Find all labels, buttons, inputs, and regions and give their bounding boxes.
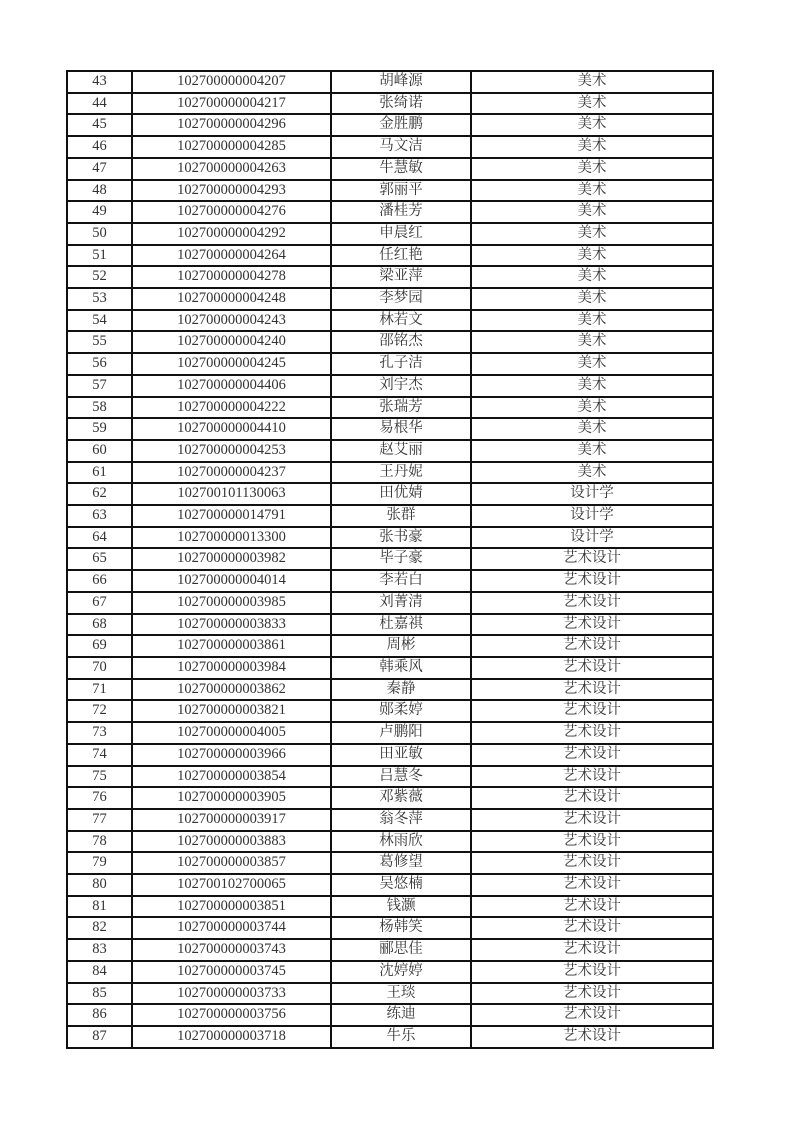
cell-row-index: 61 xyxy=(67,462,132,484)
table-row xyxy=(67,548,713,570)
cell-student-name: 牛乐 xyxy=(331,1026,471,1048)
cell-exam-id: 102700000004240 xyxy=(132,331,331,353)
table-row xyxy=(67,917,713,939)
cell-student-name: 孔子洁 xyxy=(331,353,471,375)
cell-major: 美术 xyxy=(471,440,713,462)
cell-exam-id: 102700000003917 xyxy=(132,809,331,831)
cell-major: 美术 xyxy=(471,223,713,245)
cell-exam-id: 102700000004248 xyxy=(132,288,331,310)
table-row xyxy=(67,766,713,788)
cell-student-name: 翁冬萍 xyxy=(331,809,471,831)
cell-exam-id: 102700000004292 xyxy=(132,223,331,245)
cell-row-index: 75 xyxy=(67,766,132,788)
cell-exam-id: 102700000004406 xyxy=(132,375,331,397)
table-row xyxy=(67,266,713,288)
cell-row-index: 45 xyxy=(67,114,132,136)
cell-row-index: 72 xyxy=(67,700,132,722)
cell-major: 美术 xyxy=(471,288,713,310)
cell-student-name: 杜嘉祺 xyxy=(331,614,471,636)
table-row xyxy=(67,657,713,679)
table-row xyxy=(67,939,713,961)
cell-row-index: 58 xyxy=(67,397,132,419)
cell-row-index: 62 xyxy=(67,483,132,505)
cell-row-index: 51 xyxy=(67,245,132,267)
cell-exam-id: 102700102700065 xyxy=(132,874,331,896)
cell-major: 艺术设计 xyxy=(471,1026,713,1048)
cell-exam-id: 102700000003718 xyxy=(132,1026,331,1048)
cell-exam-id: 102700000003744 xyxy=(132,917,331,939)
cell-major: 艺术设计 xyxy=(471,874,713,896)
cell-major: 艺术设计 xyxy=(471,592,713,614)
cell-student-name: 韩乘风 xyxy=(331,657,471,679)
cell-major: 设计学 xyxy=(471,483,713,505)
cell-major: 艺术设计 xyxy=(471,939,713,961)
cell-row-index: 50 xyxy=(67,223,132,245)
cell-exam-id: 102700000004278 xyxy=(132,266,331,288)
table-row xyxy=(67,831,713,853)
cell-major: 美术 xyxy=(471,180,713,202)
cell-student-name: 赵艾丽 xyxy=(331,440,471,462)
cell-row-index: 52 xyxy=(67,266,132,288)
cell-student-name: 邓紫薇 xyxy=(331,787,471,809)
table-row xyxy=(67,744,713,766)
cell-row-index: 70 xyxy=(67,657,132,679)
table-row xyxy=(67,180,713,202)
table-row xyxy=(67,397,713,419)
cell-row-index: 81 xyxy=(67,896,132,918)
cell-student-name: 刘宇杰 xyxy=(331,375,471,397)
cell-exam-id: 102700000004276 xyxy=(132,201,331,223)
student-roster-table xyxy=(66,70,714,1049)
table-row xyxy=(67,700,713,722)
cell-row-index: 78 xyxy=(67,831,132,853)
cell-exam-id: 102700000003966 xyxy=(132,744,331,766)
cell-major: 美术 xyxy=(471,93,713,115)
cell-row-index: 60 xyxy=(67,440,132,462)
cell-student-name: 田亚敏 xyxy=(331,744,471,766)
table-row xyxy=(67,983,713,1005)
cell-major: 艺术设计 xyxy=(471,679,713,701)
cell-student-name: 马文洁 xyxy=(331,136,471,158)
cell-major: 艺术设计 xyxy=(471,852,713,874)
cell-student-name: 郧柔婷 xyxy=(331,700,471,722)
cell-major: 美术 xyxy=(471,136,713,158)
cell-major: 美术 xyxy=(471,418,713,440)
table-row xyxy=(67,527,713,549)
cell-row-index: 83 xyxy=(67,939,132,961)
cell-major: 艺术设计 xyxy=(471,917,713,939)
cell-student-name: 郭丽平 xyxy=(331,180,471,202)
cell-student-name: 毕子豪 xyxy=(331,548,471,570)
table-row xyxy=(67,505,713,527)
cell-student-name: 金胜鹏 xyxy=(331,114,471,136)
cell-exam-id: 102700000003743 xyxy=(132,939,331,961)
table-row xyxy=(67,440,713,462)
table-row xyxy=(67,353,713,375)
cell-row-index: 80 xyxy=(67,874,132,896)
cell-row-index: 44 xyxy=(67,93,132,115)
cell-major: 美术 xyxy=(471,201,713,223)
cell-major: 艺术设计 xyxy=(471,700,713,722)
cell-student-name: 梁亚萍 xyxy=(331,266,471,288)
cell-student-name: 林雨欣 xyxy=(331,831,471,853)
cell-student-name: 郦思佳 xyxy=(331,939,471,961)
cell-exam-id: 102700000004005 xyxy=(132,722,331,744)
cell-student-name: 潘桂芳 xyxy=(331,201,471,223)
table-row xyxy=(67,1026,713,1048)
cell-student-name: 卢鹏阳 xyxy=(331,722,471,744)
cell-student-name: 刘菁清 xyxy=(331,592,471,614)
cell-row-index: 63 xyxy=(67,505,132,527)
cell-student-name: 申晨红 xyxy=(331,223,471,245)
cell-exam-id: 102700000003862 xyxy=(132,679,331,701)
cell-student-name: 吕慧冬 xyxy=(331,766,471,788)
cell-student-name: 张瑞芳 xyxy=(331,397,471,419)
cell-major: 设计学 xyxy=(471,527,713,549)
table-row xyxy=(67,223,713,245)
cell-student-name: 葛修望 xyxy=(331,852,471,874)
table-row xyxy=(67,592,713,614)
cell-major: 艺术设计 xyxy=(471,657,713,679)
table-row xyxy=(67,722,713,744)
cell-student-name: 杨韩笑 xyxy=(331,917,471,939)
cell-student-name: 周彬 xyxy=(331,635,471,657)
cell-major: 美术 xyxy=(471,114,713,136)
table-row xyxy=(67,874,713,896)
cell-exam-id: 102700000004263 xyxy=(132,158,331,180)
cell-exam-id: 102700000003982 xyxy=(132,548,331,570)
cell-row-index: 59 xyxy=(67,418,132,440)
cell-exam-id: 102700000003883 xyxy=(132,831,331,853)
cell-major: 艺术设计 xyxy=(471,983,713,1005)
table-row xyxy=(67,896,713,918)
cell-exam-id: 102700000004293 xyxy=(132,180,331,202)
cell-student-name: 牛慧敏 xyxy=(331,158,471,180)
cell-row-index: 77 xyxy=(67,809,132,831)
cell-exam-id: 102700000004237 xyxy=(132,462,331,484)
cell-student-name: 张群 xyxy=(331,505,471,527)
cell-row-index: 66 xyxy=(67,570,132,592)
cell-exam-id: 102700000003854 xyxy=(132,766,331,788)
cell-row-index: 73 xyxy=(67,722,132,744)
table-row xyxy=(67,310,713,332)
cell-major: 美术 xyxy=(471,310,713,332)
cell-major: 艺术设计 xyxy=(471,1004,713,1026)
cell-row-index: 84 xyxy=(67,961,132,983)
cell-row-index: 55 xyxy=(67,331,132,353)
cell-student-name: 易根华 xyxy=(331,418,471,440)
cell-exam-id: 102700000004296 xyxy=(132,114,331,136)
cell-major: 艺术设计 xyxy=(471,570,713,592)
cell-major: 艺术设计 xyxy=(471,548,713,570)
cell-major: 艺术设计 xyxy=(471,831,713,853)
cell-student-name: 王丹妮 xyxy=(331,462,471,484)
cell-exam-id: 102700000004207 xyxy=(132,71,331,93)
table-row xyxy=(67,136,713,158)
cell-major: 美术 xyxy=(471,331,713,353)
table-row xyxy=(67,93,713,115)
table-row xyxy=(67,462,713,484)
cell-exam-id: 102700000003857 xyxy=(132,852,331,874)
cell-student-name: 钱灏 xyxy=(331,896,471,918)
cell-student-name: 王琰 xyxy=(331,983,471,1005)
table-row xyxy=(67,245,713,267)
cell-major: 艺术设计 xyxy=(471,809,713,831)
table-row xyxy=(67,288,713,310)
cell-exam-id: 102700000004243 xyxy=(132,310,331,332)
cell-exam-id: 102700000014791 xyxy=(132,505,331,527)
cell-exam-id: 102700000003745 xyxy=(132,961,331,983)
cell-row-index: 74 xyxy=(67,744,132,766)
cell-major: 美术 xyxy=(471,158,713,180)
cell-exam-id: 102700000004217 xyxy=(132,93,331,115)
table-row xyxy=(67,961,713,983)
cell-row-index: 68 xyxy=(67,614,132,636)
cell-major: 艺术设计 xyxy=(471,766,713,788)
table-row xyxy=(67,71,713,93)
cell-row-index: 53 xyxy=(67,288,132,310)
table-row xyxy=(67,679,713,701)
cell-exam-id: 102700000004245 xyxy=(132,353,331,375)
table-row xyxy=(67,158,713,180)
cell-exam-id: 102700000003905 xyxy=(132,787,331,809)
cell-row-index: 46 xyxy=(67,136,132,158)
table-row xyxy=(67,331,713,353)
cell-student-name: 胡峰源 xyxy=(331,71,471,93)
cell-student-name: 李梦园 xyxy=(331,288,471,310)
table-row xyxy=(67,375,713,397)
cell-student-name: 练迪 xyxy=(331,1004,471,1026)
cell-major: 美术 xyxy=(471,375,713,397)
cell-row-index: 76 xyxy=(67,787,132,809)
cell-row-index: 47 xyxy=(67,158,132,180)
cell-exam-id: 102700000003821 xyxy=(132,700,331,722)
cell-major: 艺术设计 xyxy=(471,961,713,983)
cell-student-name: 吴悠楠 xyxy=(331,874,471,896)
cell-student-name: 沈婷婷 xyxy=(331,961,471,983)
cell-row-index: 57 xyxy=(67,375,132,397)
cell-exam-id: 102700000013300 xyxy=(132,527,331,549)
cell-exam-id: 102700000004264 xyxy=(132,245,331,267)
table-row xyxy=(67,809,713,831)
cell-exam-id: 102700101130063 xyxy=(132,483,331,505)
cell-major: 美术 xyxy=(471,266,713,288)
cell-row-index: 79 xyxy=(67,852,132,874)
table-row xyxy=(67,483,713,505)
cell-exam-id: 102700000004285 xyxy=(132,136,331,158)
cell-row-index: 67 xyxy=(67,592,132,614)
table-row xyxy=(67,418,713,440)
cell-student-name: 任红艳 xyxy=(331,245,471,267)
cell-row-index: 48 xyxy=(67,180,132,202)
cell-major: 艺术设计 xyxy=(471,787,713,809)
table-row xyxy=(67,570,713,592)
table-row xyxy=(67,201,713,223)
cell-exam-id: 102700000003861 xyxy=(132,635,331,657)
cell-major: 美术 xyxy=(471,71,713,93)
cell-exam-id: 102700000004410 xyxy=(132,418,331,440)
cell-exam-id: 102700000003984 xyxy=(132,657,331,679)
cell-row-index: 82 xyxy=(67,917,132,939)
cell-major: 艺术设计 xyxy=(471,722,713,744)
table-row xyxy=(67,114,713,136)
cell-student-name: 田优婧 xyxy=(331,483,471,505)
table-row xyxy=(67,614,713,636)
cell-row-index: 56 xyxy=(67,353,132,375)
cell-major: 艺术设计 xyxy=(471,896,713,918)
cell-row-index: 43 xyxy=(67,71,132,93)
cell-row-index: 54 xyxy=(67,310,132,332)
cell-exam-id: 102700000003833 xyxy=(132,614,331,636)
cell-student-name: 李若白 xyxy=(331,570,471,592)
cell-row-index: 85 xyxy=(67,983,132,1005)
cell-major: 艺术设计 xyxy=(471,635,713,657)
cell-major: 美术 xyxy=(471,462,713,484)
cell-exam-id: 102700000003985 xyxy=(132,592,331,614)
student-table-body xyxy=(67,71,713,1048)
cell-exam-id: 102700000003733 xyxy=(132,983,331,1005)
table-row xyxy=(67,635,713,657)
cell-major: 艺术设计 xyxy=(471,744,713,766)
table-row xyxy=(67,787,713,809)
cell-student-name: 林若文 xyxy=(331,310,471,332)
table-row xyxy=(67,852,713,874)
cell-exam-id: 102700000004253 xyxy=(132,440,331,462)
cell-exam-id: 102700000003756 xyxy=(132,1004,331,1026)
cell-row-index: 87 xyxy=(67,1026,132,1048)
cell-student-name: 张书豪 xyxy=(331,527,471,549)
cell-major: 设计学 xyxy=(471,505,713,527)
cell-major: 美术 xyxy=(471,353,713,375)
cell-exam-id: 102700000004222 xyxy=(132,397,331,419)
cell-row-index: 64 xyxy=(67,527,132,549)
cell-student-name: 邵铭杰 xyxy=(331,331,471,353)
cell-exam-id: 102700000003851 xyxy=(132,896,331,918)
cell-row-index: 49 xyxy=(67,201,132,223)
table-row xyxy=(67,1004,713,1026)
cell-student-name: 秦静 xyxy=(331,679,471,701)
cell-row-index: 65 xyxy=(67,548,132,570)
cell-row-index: 69 xyxy=(67,635,132,657)
cell-major: 美术 xyxy=(471,245,713,267)
cell-major: 艺术设计 xyxy=(471,614,713,636)
cell-major: 美术 xyxy=(471,397,713,419)
cell-row-index: 86 xyxy=(67,1004,132,1026)
cell-exam-id: 102700000004014 xyxy=(132,570,331,592)
cell-student-name: 张绮诺 xyxy=(331,93,471,115)
cell-row-index: 71 xyxy=(67,679,132,701)
